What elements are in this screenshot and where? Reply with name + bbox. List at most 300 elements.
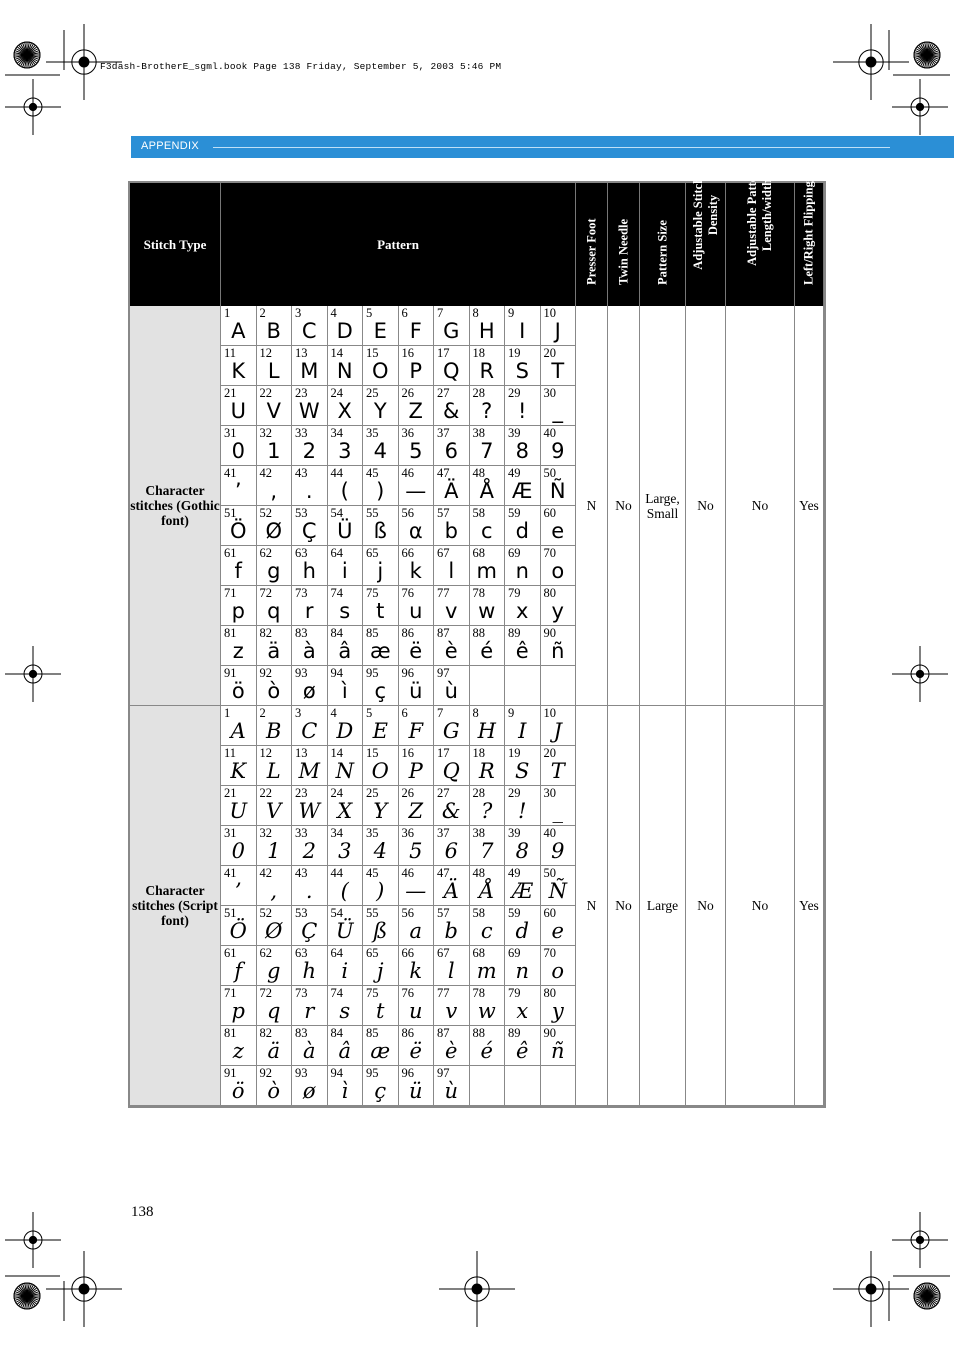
pattern-cell	[470, 626, 506, 666]
pattern-cell	[221, 306, 257, 346]
pattern-glyph: K	[231, 359, 246, 383]
pattern-cell	[221, 466, 257, 506]
header-density	[686, 160, 726, 306]
pattern-cell	[292, 426, 328, 466]
header-label: Twin Needle	[616, 218, 630, 285]
pattern-glyph: u	[409, 599, 423, 623]
pattern-cell	[470, 746, 506, 786]
pattern-number: 3	[295, 306, 302, 320]
pattern-cell	[328, 466, 364, 506]
pattern-number: 75	[366, 586, 379, 600]
pattern-cell	[434, 906, 470, 946]
pattern-glyph: T	[550, 759, 565, 783]
pattern-glyph: t	[376, 599, 385, 623]
pattern-cell	[541, 626, 577, 666]
pattern-glyph: q	[267, 999, 281, 1023]
pattern-cell	[257, 986, 293, 1026]
pattern-cell	[541, 586, 577, 626]
header-label: Adjustable Pattern Length/width	[745, 164, 774, 266]
pattern-glyph: ê	[515, 639, 529, 663]
pattern-glyph: 9	[551, 839, 565, 863]
pattern-cell	[221, 746, 257, 786]
pattern-glyph: O	[371, 759, 389, 783]
pattern-number: 77	[437, 986, 450, 1000]
pattern-cell	[363, 666, 399, 706]
pattern-glyph: à	[302, 1039, 316, 1063]
pattern-glyph: !	[518, 799, 527, 823]
pattern-glyph: H	[478, 319, 495, 343]
pattern-cell	[505, 746, 541, 786]
pattern-number: 39	[508, 426, 521, 440]
pattern-number: 86	[401, 626, 414, 640]
pattern-number: 69	[508, 946, 521, 960]
pattern-cell	[434, 826, 470, 866]
pattern-cell	[541, 866, 577, 906]
pattern-glyph: ì	[341, 679, 348, 703]
pattern-number: 65	[366, 546, 379, 560]
pattern-number: 20	[543, 346, 556, 360]
pattern-size-value: Large	[640, 706, 686, 1106]
header-length-width	[726, 164, 795, 306]
pattern-cell	[257, 946, 293, 986]
pattern-glyph: é	[480, 1039, 493, 1063]
pattern-cell	[292, 386, 328, 426]
pattern-cell	[363, 746, 399, 786]
pattern-number: 26	[401, 386, 414, 400]
pattern-cell	[470, 1026, 506, 1066]
pattern-cell	[505, 906, 541, 946]
pattern-cell	[221, 986, 257, 1026]
pattern-number: 49	[508, 466, 521, 480]
pattern-glyph: Q	[442, 759, 460, 783]
pattern-glyph: r	[304, 599, 314, 623]
pattern-cell	[221, 586, 257, 626]
pattern-glyph: L	[266, 759, 281, 783]
header-pattern-size	[640, 183, 686, 306]
pattern-glyph: G	[442, 719, 460, 743]
pattern-cell	[221, 546, 257, 586]
pattern-number: 5	[366, 306, 373, 320]
pattern-cell	[257, 466, 293, 506]
pattern-glyph: F	[409, 319, 422, 343]
pattern-number: 37	[437, 826, 450, 840]
header-stitch-type: Stitch Type	[130, 183, 221, 306]
pattern-number: 24	[330, 786, 343, 800]
pattern-cell	[470, 986, 506, 1026]
pattern-number: 28	[472, 786, 485, 800]
pattern-cell	[470, 826, 506, 866]
pattern-number: 54	[330, 506, 343, 520]
section-label: APPENDIX	[141, 140, 200, 152]
pattern-number: 3	[295, 706, 302, 720]
pattern-number: 33	[295, 826, 308, 840]
pattern-number: 85	[366, 626, 379, 640]
flipping-value: Yes	[795, 306, 824, 706]
pattern-cell	[328, 986, 364, 1026]
pattern-glyph: m	[476, 559, 497, 583]
pattern-number: 45	[366, 466, 379, 480]
pattern-glyph: X	[337, 799, 353, 823]
pattern-cell	[363, 866, 399, 906]
pattern-cell	[541, 906, 577, 946]
pattern-glyph: ø	[302, 1079, 316, 1103]
pattern-glyph: 6	[444, 839, 458, 863]
pattern-cell	[221, 706, 257, 746]
pattern-number: 80	[543, 586, 556, 600]
pattern-cell	[541, 946, 577, 986]
pattern-number: 36	[401, 426, 414, 440]
pattern-glyph: d	[515, 519, 529, 543]
pattern-glyph: Ø	[265, 519, 283, 543]
pattern-cell	[399, 906, 435, 946]
pattern-cell	[257, 666, 293, 706]
pattern-number: 85	[366, 1026, 379, 1040]
pattern-cell	[257, 746, 293, 786]
pattern-glyph: T	[551, 359, 565, 383]
pattern-number: 56	[401, 506, 414, 520]
empty-pattern-cell	[505, 1066, 541, 1106]
pattern-number: 97	[437, 1066, 450, 1080]
pattern-number: 13	[295, 746, 308, 760]
pattern-cell	[257, 866, 293, 906]
pattern-glyph: &	[441, 799, 461, 823]
pattern-number: 74	[330, 586, 343, 600]
pattern-glyph: Q	[442, 359, 460, 383]
length-width-value: No	[726, 706, 795, 1106]
pattern-cell	[541, 506, 577, 546]
pattern-glyph: E	[373, 319, 387, 343]
pattern-glyph: D	[336, 719, 354, 743]
pattern-cell	[505, 866, 541, 906]
pattern-glyph: S	[515, 759, 530, 783]
pattern-glyph: )	[376, 879, 385, 903]
pattern-number: 86	[401, 1026, 414, 1040]
pattern-glyph: —	[405, 879, 427, 903]
pattern-number: 96	[401, 666, 414, 680]
pattern-cell	[470, 306, 506, 346]
pattern-cell	[328, 786, 364, 826]
pattern-number: 10	[543, 706, 556, 720]
pattern-cell	[257, 1066, 293, 1106]
twin-needle-value: No	[608, 306, 640, 706]
pattern-cell	[292, 1066, 328, 1106]
pattern-glyph: 6	[444, 439, 458, 463]
pattern-glyph: Ø	[265, 919, 283, 943]
pattern-number: 30	[543, 386, 556, 400]
pattern-cell	[257, 1026, 293, 1066]
pattern-number: 9	[508, 306, 515, 320]
pattern-number: 73	[295, 986, 308, 1000]
pattern-number: 91	[224, 1066, 237, 1080]
pattern-glyph: A	[230, 719, 246, 743]
pattern-number: 41	[224, 466, 237, 480]
pattern-glyph: w	[478, 599, 496, 623]
pattern-number: 2	[259, 706, 266, 720]
pattern-glyph: Ü	[335, 919, 354, 943]
pattern-number: 91	[224, 666, 237, 680]
pattern-glyph: Ñ	[549, 479, 566, 503]
pattern-number: 11	[224, 746, 237, 760]
pattern-glyph: i	[341, 559, 348, 583]
pattern-glyph: 0	[231, 839, 245, 863]
pattern-glyph: P	[409, 359, 423, 383]
pattern-glyph: J	[554, 319, 561, 343]
header-label: Left/Right Flipping	[801, 181, 816, 285]
pattern-number: 92	[259, 1066, 272, 1080]
pattern-number: 7	[437, 706, 444, 720]
pattern-cell	[434, 546, 470, 586]
pattern-number: 78	[472, 986, 485, 1000]
pattern-number: 42	[259, 466, 272, 480]
pattern-cell	[505, 546, 541, 586]
pattern-size-value: Large, Small	[640, 306, 686, 706]
pattern-number: 4	[330, 706, 337, 720]
pattern-glyph: ø	[302, 679, 316, 703]
pattern-glyph: ù	[444, 1079, 459, 1103]
pattern-cell	[399, 506, 435, 546]
pattern-cell	[505, 786, 541, 826]
pattern-glyph: v	[445, 599, 458, 623]
pattern-cell	[434, 986, 470, 1026]
pattern-number: 38	[472, 426, 485, 440]
pattern-glyph: f	[234, 959, 243, 983]
pattern-cell	[505, 346, 541, 386]
pattern-number: 39	[508, 826, 521, 840]
pattern-cell	[221, 506, 257, 546]
pattern-number: 44	[330, 466, 343, 480]
pattern-glyph: ò	[267, 1079, 281, 1103]
pattern-cell	[221, 826, 257, 866]
pattern-number: 1	[224, 306, 231, 320]
pattern-glyph: E	[372, 719, 388, 743]
pattern-cell	[541, 706, 577, 746]
pattern-cell	[505, 426, 541, 466]
empty-pattern-cell	[505, 666, 541, 706]
pattern-number: 14	[330, 746, 343, 760]
pattern-number: 5	[366, 706, 373, 720]
pattern-glyph: 3	[338, 439, 352, 463]
pattern-cell	[434, 386, 470, 426]
pattern-glyph: 3	[338, 839, 352, 863]
pattern-cell	[470, 906, 506, 946]
pattern-glyph: b	[444, 919, 458, 943]
presser-foot-value: N	[576, 706, 608, 1106]
pattern-glyph: ç	[374, 1079, 387, 1103]
pattern-number: 22	[259, 386, 272, 400]
pattern-cell	[434, 466, 470, 506]
pattern-glyph: B	[266, 719, 282, 743]
pattern-glyph: 1	[267, 839, 281, 863]
pattern-cell	[399, 546, 435, 586]
header-pattern: Pattern	[221, 183, 576, 306]
pattern-number: 51	[224, 506, 237, 520]
pattern-number: 23	[295, 386, 308, 400]
pattern-number: 88	[472, 626, 485, 640]
pattern-number: 25	[366, 786, 379, 800]
pattern-glyph: è	[445, 1039, 458, 1063]
pattern-number: 63	[295, 946, 308, 960]
pattern-cell	[399, 1026, 435, 1066]
pattern-glyph: N	[336, 359, 353, 383]
pattern-cell	[292, 586, 328, 626]
pattern-glyph: ,	[270, 879, 278, 903]
pattern-glyph: j	[376, 959, 384, 983]
pattern-cell	[470, 346, 506, 386]
pattern-number: 61	[224, 946, 237, 960]
pattern-glyph: æ	[369, 639, 391, 663]
pattern-cell	[257, 546, 293, 586]
pattern-number: 30	[543, 786, 556, 800]
pattern-number: 95	[366, 666, 379, 680]
pattern-number: 82	[259, 626, 272, 640]
pattern-number: 71	[224, 586, 237, 600]
pattern-glyph: I	[518, 719, 527, 743]
pattern-glyph: Ü	[337, 519, 353, 543]
pattern-glyph: ë	[409, 1039, 422, 1063]
pattern-glyph: z	[232, 639, 244, 663]
pattern-glyph: â	[338, 639, 352, 663]
pattern-number: 25	[366, 386, 379, 400]
pattern-cell	[328, 546, 364, 586]
pattern-glyph: ñ	[550, 1039, 565, 1063]
pattern-glyph: e	[551, 519, 565, 543]
pattern-number: 10	[543, 306, 556, 320]
pattern-cell	[257, 306, 293, 346]
pattern-glyph: ’	[234, 879, 242, 903]
pattern-glyph: s	[339, 999, 351, 1023]
header-label: Presser Foot	[584, 218, 598, 285]
pattern-cell	[434, 426, 470, 466]
pattern-glyph: ü	[408, 1079, 423, 1103]
pattern-cell	[221, 346, 257, 386]
pattern-glyph: V	[266, 799, 282, 823]
pattern-glyph: H	[477, 719, 496, 743]
pattern-glyph: M	[300, 359, 319, 383]
pattern-cell	[328, 386, 364, 426]
pattern-cell	[363, 906, 399, 946]
empty-pattern-cell	[541, 666, 577, 706]
pattern-cell	[292, 946, 328, 986]
pattern-number: 14	[330, 346, 343, 360]
pattern-number: 34	[330, 426, 343, 440]
pattern-cell	[363, 386, 399, 426]
pattern-cell	[363, 986, 399, 1026]
pattern-number: 35	[366, 826, 379, 840]
empty-pattern-cell	[470, 1066, 506, 1106]
pattern-glyph: y	[551, 599, 564, 623]
pattern-number: 64	[330, 546, 343, 560]
pattern-glyph: ?	[481, 799, 493, 823]
pattern-glyph: ö	[231, 1079, 245, 1103]
pattern-glyph: é	[480, 639, 494, 663]
pattern-cell	[541, 306, 577, 346]
pattern-number: 50	[543, 466, 556, 480]
pattern-glyph: C	[301, 719, 318, 743]
pattern-glyph: à	[302, 639, 316, 663]
pattern-number: 17	[437, 346, 450, 360]
pattern-number: 97	[437, 666, 450, 680]
pattern-cell	[399, 706, 435, 746]
pattern-glyph: o	[551, 559, 565, 583]
pattern-glyph: )	[376, 479, 385, 503]
pattern-cell	[363, 506, 399, 546]
pattern-number: 58	[472, 906, 485, 920]
pattern-number: 82	[259, 1026, 272, 1040]
pattern-number: 54	[330, 906, 343, 920]
pattern-number: 93	[295, 666, 308, 680]
pattern-glyph: (	[340, 879, 349, 903]
pattern-number: 16	[401, 746, 414, 760]
pattern-number: 53	[295, 506, 308, 520]
pattern-number: 81	[224, 626, 237, 640]
pattern-glyph: Y	[373, 399, 387, 423]
pattern-glyph: 4	[373, 439, 387, 463]
pattern-glyph: U	[229, 799, 248, 823]
pattern-cell	[505, 706, 541, 746]
pattern-cell	[505, 826, 541, 866]
pattern-number: 21	[224, 786, 237, 800]
pattern-glyph: P	[408, 759, 423, 783]
pattern-number: 57	[437, 506, 450, 520]
pattern-cell	[328, 946, 364, 986]
header-label: Adjustable Stitching Density	[690, 160, 720, 270]
presser-foot-value: N	[576, 306, 608, 706]
pattern-cell	[221, 1026, 257, 1066]
pattern-glyph: B	[266, 319, 281, 343]
pattern-cell	[505, 1026, 541, 1066]
pattern-cell	[221, 946, 257, 986]
header-presser-foot	[576, 183, 608, 306]
pattern-cell	[434, 746, 470, 786]
density-value: No	[686, 306, 726, 706]
pattern-cell	[470, 706, 506, 746]
pattern-cell	[221, 906, 257, 946]
pattern-glyph: 5	[409, 839, 423, 863]
pattern-number: 19	[508, 746, 521, 760]
pattern-number: 62	[259, 946, 272, 960]
pattern-glyph: 8	[515, 439, 529, 463]
pattern-cell	[328, 906, 364, 946]
pattern-cell	[292, 906, 328, 946]
pattern-cell	[470, 946, 506, 986]
pattern-glyph: j	[377, 559, 384, 583]
pattern-cell	[363, 346, 399, 386]
length-width-value: No	[726, 306, 795, 706]
pattern-glyph: D	[336, 319, 353, 343]
pattern-cell	[292, 746, 328, 786]
pattern-glyph: Ç	[301, 519, 317, 543]
stitch-type-cell: Character stitches (Script font)	[130, 706, 221, 1106]
pattern-cell	[399, 946, 435, 986]
pattern-cell	[434, 1066, 470, 1106]
pattern-glyph: ä	[267, 639, 281, 663]
pattern-cell	[541, 386, 577, 426]
pattern-number: 87	[437, 1026, 450, 1040]
pattern-glyph: ä	[267, 1039, 281, 1063]
pattern-glyph: ù	[444, 679, 458, 703]
pattern-number: 52	[259, 506, 272, 520]
stitch-table	[128, 160, 826, 1108]
pattern-cell	[292, 666, 328, 706]
pattern-glyph: Ö	[229, 919, 247, 943]
pattern-number: 11	[224, 346, 237, 360]
pattern-glyph: u	[408, 999, 423, 1023]
pattern-number: 64	[330, 946, 343, 960]
header-twin-needle	[608, 183, 640, 306]
pattern-number: 27	[437, 386, 450, 400]
pattern-cell	[399, 466, 435, 506]
pattern-cell	[541, 746, 577, 786]
